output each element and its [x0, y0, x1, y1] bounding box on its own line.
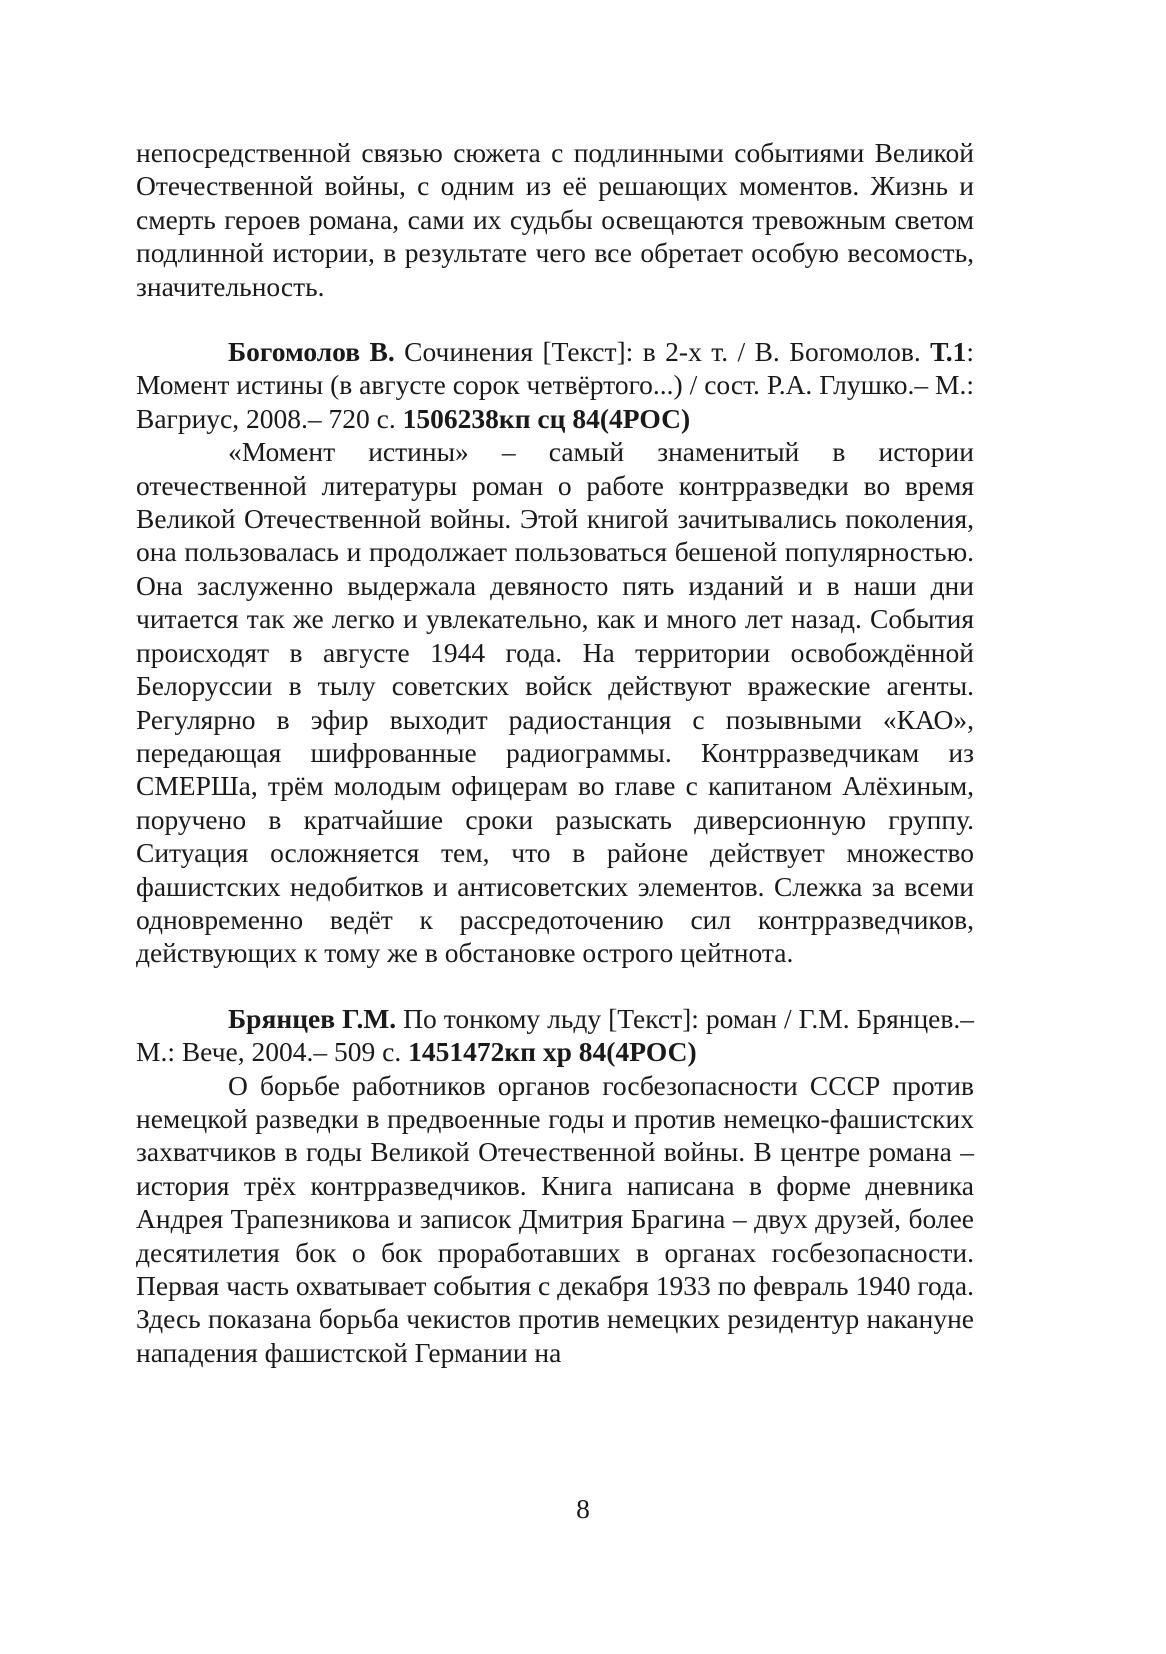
bibliography-entry: [136, 335, 974, 970]
intro-paragraph: непосредственной связью сюжета с подлинными событиями Великой Отечественной войны, с одним из её решающих моментов. Жизнь и смерть героев романа, сами их судьбы освещаются тревожным светом подлинной истории, в результате чего все обретает особую весомость, значительность.: [136, 137, 974, 302]
spacer: [136, 303, 974, 335]
entry-citation: [136, 1002, 974, 1069]
bibliography-entry: [136, 1002, 974, 1369]
entry-title-continued: : Момент истины (в августе сорок четвёртого...) / сост. Р.А. Глушко.– М.: Вагриус, 2008.– 720 с.: [136, 336, 974, 434]
entry-author: Богомолов В.: [228, 336, 395, 368]
entry-annotation: О борьбе работников органов госбезопасности СССР против немецкой разведки в предвоенные годы и против немецко-фашистских захватчиков в годы Великой Отечественной войны. В центре романа – история трёх контрразведчиков. Книга написана в форме дневника Андрея Трапезникова и записок Дмитрия Брагина – двух друзей, более десятилетия бок о бок проработавших в органах госбезопасности. Первая часть охватывает события с декабря 1933 по февраль 1940 года. Здесь показана борьба чекистов против немецких резидентур накануне нападения фашистской Германии на: [136, 1069, 974, 1368]
entry-author: Брянцев Г.М.: [228, 1002, 397, 1034]
entry-volume: Т.1: [930, 336, 967, 368]
entry-shelfmark: 1451472кп хр 84(4РОС): [408, 1036, 697, 1068]
entry-annotation: «Момент истины» – самый знаменитый в истории отечественной литературы роман о работе контрразведки во время Великой Отечественной войны. Этой книгой зачитывались поколения, она пользовалась и продолжает пользоваться бешеной популярностью. Она заслуженно выдержала девяносто пять изданий и в наши дни читается так же легко и увлекательно, как и много лет назад. События происходят в августе 1944 года. На территории освобождённой Белоруссии в тылу советских войск действуют вражеские агенты. Регулярно в эфир выходит радиостанция с позывными «КАО», передающая шифрованные радиограммы. Контрразведчикам из СМЕРШа, трём молодым офицерам во главе с капитаном Алёхиным, поручено в кратчайшие сроки разыскать диверсионную группу. Ситуация осложняется тем, что в районе действует множество фашистских недобитков и антисоветских элементов. Слежка за всеми одновременно ведёт к рассредоточению сил контрразведчиков, действующих к тому же в обстановке острого цейтнота.: [136, 436, 974, 969]
entry-title: Сочинения [Текст]: в 2-х т. / В. Богомолов.: [394, 336, 931, 368]
spacer: [136, 970, 974, 1002]
entry-citation: [136, 335, 974, 435]
page-number: 8: [576, 1493, 590, 1524]
page-content: [136, 136, 974, 1369]
entry-title: По тонкому льду [Текст]: роман / Г.М. Брянцев.– М.: Вече, 2004.– 509 с.: [136, 1002, 974, 1068]
entry-shelfmark: 1506238кп сц 84(4РОС): [402, 402, 691, 434]
